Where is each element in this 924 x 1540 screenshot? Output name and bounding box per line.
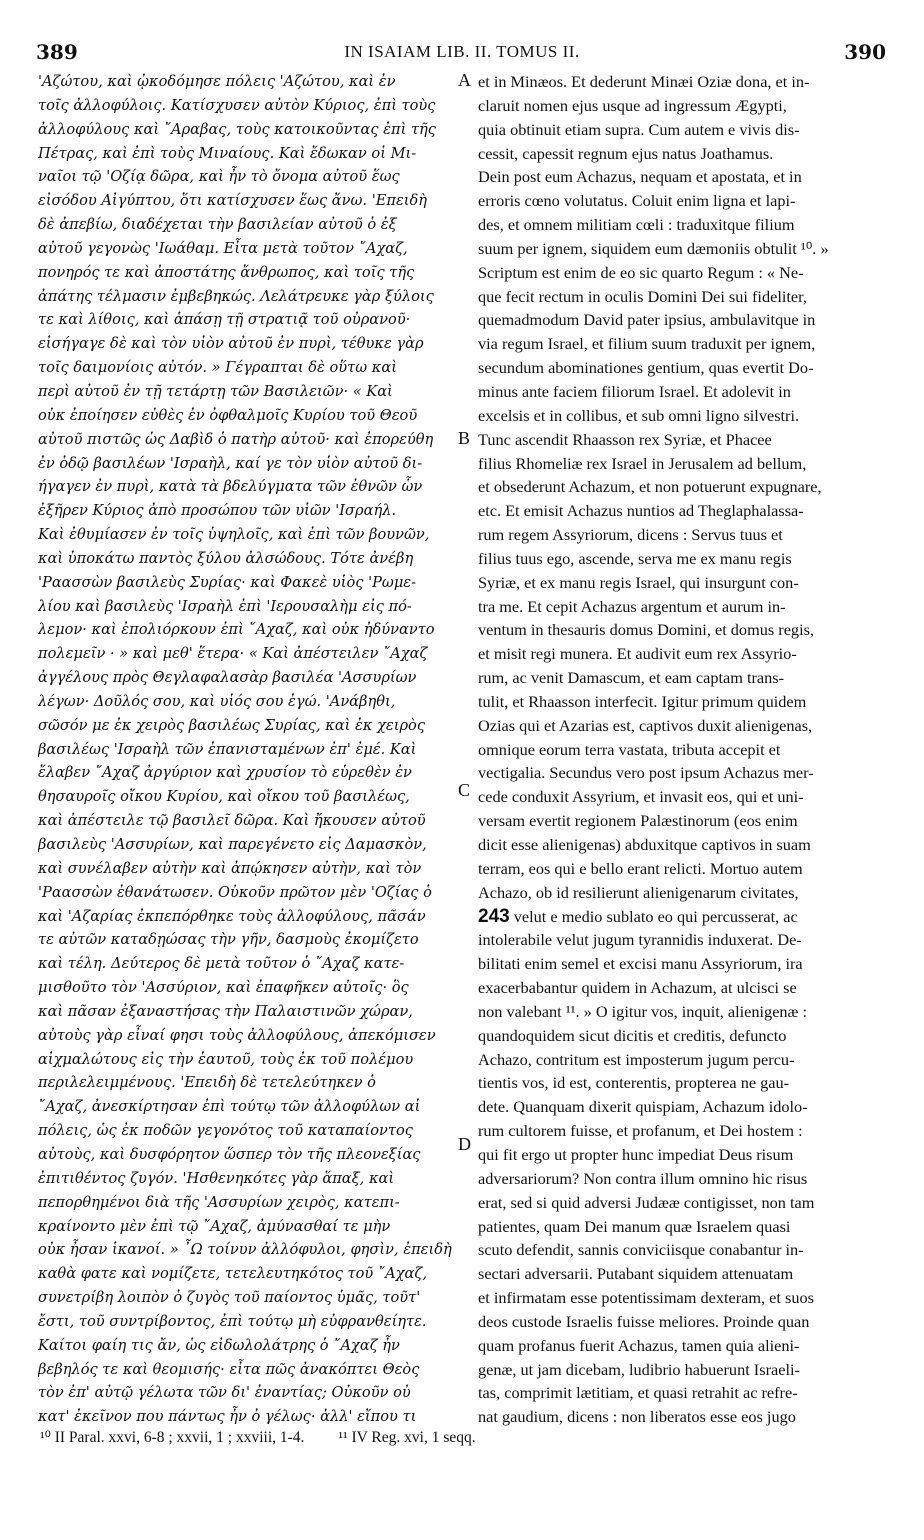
latin-line: quia obtinuit etiam supra. Cum autem e vivis dis-: [478, 119, 800, 139]
latin-line: deos custode Israelis fuisse meliores. Proinde quan: [478, 1311, 810, 1331]
latin-line: filius tuus ego, ascende, serva me ex manu regis: [478, 548, 792, 568]
latin-line: rum cultorem fuisse, et profanum, et Dei hostem :: [478, 1121, 803, 1141]
latin-line: tas, comprimit lætitiam, et quasi retrahit ac refre-: [478, 1383, 798, 1403]
latin-line: dicit esse alienigenas) abduxitque captivos in suam: [478, 835, 811, 854]
greek-line: λέγων· Δοῦλός σου, καὶ υἱός σου ἐγώ. 'Ανάβηθι,: [38, 692, 396, 710]
latin-line: rum, ac venit Damascum, et eam captam trans-: [478, 668, 785, 688]
greek-line: δὲ ἀπεβίω, διαδέχεται τὴν βασιλείαν αὐτοῦ ὁ ἐξ: [38, 216, 397, 234]
greek-line: τε αὐτῶν καταδῃώσας τὴν γῆν, δασμοὺς ἐκομίζετο: [38, 931, 419, 949]
greek-line: αὐτοὺς, καὶ δυσφόρητον ὥσπερ τὸν τῆς πλεονεξίας: [38, 1145, 421, 1163]
greek-line: τοῖς ἀλλοφύλοις. Κατίσχυσεν αὐτὸν Κύριος, ἐπὶ τοὺς: [38, 96, 436, 114]
latin-line: quemadmodum David pater ipsius, ambulavitque in: [478, 310, 816, 330]
greek-line: 'Ραασσὼν ἐθανάτωσεν. Οὐκοῦν πρῶτον μὲν 'Οζίας ὁ: [38, 883, 432, 901]
latin-line: et misit regi munera. Et audivit eum rex Assyrio-: [478, 644, 797, 664]
greek-line: καὶ ἀπέστειλε τῷ βασιλεῖ δῶρα. Καὶ ἤκουσεν αὐτοῦ: [38, 812, 426, 830]
latin-line: nat gaudium, dicens : non liberatos esse eos jugo: [478, 1407, 796, 1427]
latin-line: cede conduxit Assyrium, et invasit eos, qui et uni-: [478, 787, 804, 807]
latin-line: cessit, capessit regnum ejus natus Joathamus.: [478, 143, 774, 163]
greek-line: Καὶ ἐθυμίασεν ἐν τοῖς ὑψηλοῖς, καὶ ἐπὶ τῶν βουνῶν,: [38, 526, 430, 544]
greek-line: αὐτοὺς γὰρ εἶναί φησι τοὺς ἀλλοφύλους, ἀπεκόμισεν: [38, 1026, 436, 1044]
greek-line: περιλελειμμένους. 'Επειδὴ δὲ τετελεύτηκεν ὁ: [38, 1074, 376, 1092]
latin-line: claruit nomen ejus usque ad ingressum Ægypti,: [478, 95, 787, 115]
latin-line: genæ, ut jam dicebam, ludibrio habuerunt Israeli-: [478, 1359, 800, 1379]
page-number-left: 389: [36, 40, 78, 64]
greek-line: ἔστι, τοῦ συντρίβοντος, ἐπὶ τούτῳ μὴ εὐφρανθείητε.: [38, 1312, 427, 1330]
greek-line: καὶ πᾶσαν ἐξαναστήσας τὴν Παλαιστινῶν χώραν,: [38, 1002, 413, 1020]
latin-line: rum regem Assyriorum, dicens : Servus tuus et: [478, 525, 783, 545]
footnote-10: ¹⁰ II Paral. xxvi, 6-8 ; xxvii, 1 ; xxviii, 1-4.: [40, 1429, 305, 1446]
latin-line: Syriæ, et ex manu regis Israel, qui insurgunt con-: [478, 572, 799, 592]
latin-line: vectigalia. Secundus vero post ipsum Achazus mer-: [478, 763, 814, 783]
greek-line: σῶσόν με ἐκ χειρὸς βασιλέως Συρίας, καὶ ἐκ χειρὸς: [38, 716, 426, 734]
section-marker-d: D: [458, 1134, 471, 1154]
greek-line: αἰχμαλώτους εἰς τὴν ἑαυτοῦ, τοὺς ἐκ τοῦ πολέμου: [38, 1050, 414, 1068]
latin-line: secundum abominationes gentium, quas evertit Do-: [478, 358, 814, 378]
greek-line: πολεμεῖν · » καὶ μεθ' ἕτερα· « Καὶ ἀπέστειλεν ῎Αχαζ: [38, 645, 428, 663]
greek-line: αὐτοῦ γεγονὼς 'Ιωάθαμ. Εἶτα μετὰ τοῦτον ῎Αχαζ,: [38, 239, 408, 257]
greek-line: 'Ραασσὼν βασιλεὺς Συρίας· καὶ Φακεὲ υἱὸς 'Ρωμε-: [38, 573, 417, 591]
latin-line: filius Rhomeliæ rex Israel in Jerusalem ad bellum,: [478, 453, 807, 473]
greek-line: βασιλεὺς 'Ασσυρίων, καὶ παρεγένετο εἰς Δαμασκὸν,: [38, 836, 427, 853]
greek-line: καὶ ὑποκάτω παντὸς ξύλου ἀλσώδους. Τότε ἀνέβη: [38, 549, 414, 567]
greek-line: ἐξῆρεν Κύριος ἀπὸ προσώπου τῶν υἱῶν 'Ισραήλ.: [38, 502, 397, 520]
latin-line: Achazo, ob id resilierunt alienigenarum civitates,: [478, 882, 799, 902]
latin-line: versam evertit regionem Palæstinorum (eos enim: [478, 811, 798, 831]
greek-line: πόλεις, ὡς ἐκ ποδῶν γεγονότος τοῦ καταπαίοντος: [38, 1122, 413, 1140]
latin-line: exacerbabantur quidem in Achazum, at ulcisci se: [478, 978, 797, 998]
column-number: 243: [478, 905, 510, 927]
greek-text-column: [38, 70, 456, 1429]
greek-line: βασιλέως 'Ισραὴλ τῶν ἐπανισταμένων ἐπ' ἐμέ. Καὶ: [38, 740, 417, 758]
latin-line: erroris cœno volutatus. Coluit enim ligna et lapi-: [478, 191, 796, 211]
greek-line: καθὰ φατε καὶ νομίζετε, τετελευτηκότος τοῦ ῎Αχαζ,: [38, 1265, 427, 1283]
latin-line: erat, sed si quid adversi Judææ contigisset, non tam: [478, 1192, 815, 1212]
latin-line: que fecit rectum in oculis Domini Dei sui fideliter,: [478, 286, 807, 306]
greek-line: βεβηλός τε καὶ θεομισής· εἶτα πῶς ἀνακόπτει Θεὸς: [38, 1360, 420, 1378]
greek-line: ῎Αχαζ, ἀνεσκίρτησαν ἐπὶ τούτῳ τῶν ἀλλοφύλων αἱ: [38, 1098, 421, 1116]
greek-line: αὐτοῦ πιστῶς ὡς Δαβὶδ ὁ πατὴρ αὐτοῦ· καὶ ἐπορεύθη: [38, 430, 434, 448]
latin-line: quam profanus fuerit Achazus, tamen quia alieni-: [478, 1335, 800, 1355]
page-header: [0, 0, 924, 64]
greek-line: κραίνοντο μὲν ἐπὶ τῷ ῎Αχαζ, ἀμύνασθαί τε μὴν: [38, 1217, 391, 1235]
latin-line: via regum Israel, et filium suum traduxit per ignem,: [478, 334, 816, 354]
latin-line: qui fit ergo ut propter hunc impediat Deus risum: [478, 1144, 794, 1164]
latin-line: terram, eos qui e bello erant relicti. Mortuo autem: [478, 858, 803, 878]
greek-line: πονηρός τε καὶ ἀποστάτης ἄνθρωπος, καὶ τοῖς τῆς: [38, 263, 415, 281]
greek-line: καὶ 'Αζαρίας ἐκπεπόρθηκε τοὺς ἀλλοφύλους, πᾶσάν: [38, 907, 426, 925]
latin-line: tra me. Et cepit Achazus argentum et aurum in-: [478, 596, 786, 616]
footnotes: [40, 1428, 890, 1447]
latin-line: bilitati enim semel et excisi manu Assyriorum, ira: [478, 954, 803, 974]
greek-line: κατ' ἐκεῖνον που πάντως ἦν ὁ γέλως· ἀλλ' εἴπου τι: [38, 1408, 417, 1426]
line-text: velut e medio sublato eo qui percusserat, ac: [513, 906, 798, 926]
latin-line: sectari adversarii. Putabant siquidem attenuatam: [478, 1264, 794, 1284]
greek-line: θησαυροῖς οἴκου Κυρίου, καὶ οἴκου τοῦ βασιλέως,: [38, 788, 410, 806]
greek-line: ἀγγέλους πρὸς Θεγλαφαλασὰρ βασιλέα 'Ασσυρίων: [38, 669, 417, 687]
greek-line: ἔλαβεν ῎Αχαζ ἀργύριον καὶ χρυσίον τὸ εὑρεθὲν ἐν: [38, 764, 412, 782]
greek-line: καὶ τέλη. Δεύτερος δὲ μετὰ τοῦτον ὁ ῎Αχαζ κατε-: [38, 955, 405, 973]
greek-line: πεπορθημένοι διὰ τῆς 'Ασσυρίων χειρὸς, κατεπι-: [38, 1193, 400, 1211]
greek-line: λεμον· καὶ ἐπολιόρκουν ἐπὶ ῎Αχαζ, καὶ οὐκ ἠδύναντο: [38, 621, 435, 639]
latin-text-column: [478, 70, 890, 1429]
latin-line: tientis vos, id est, conterentis, propterea ne gau-: [478, 1073, 790, 1093]
footnote-11: ¹¹ IV Reg. xvi, 1 seqq.: [338, 1429, 476, 1446]
section-marker-c: C: [458, 780, 471, 800]
latin-line: patientes, quam Dei manum quæ Israelem quasi: [478, 1216, 791, 1236]
greek-line: ἀλλοφύλους καὶ ῎Αραβας, τοὺς κατοικοῦντας ἐπὶ τῆς: [38, 120, 436, 138]
latin-line: ventum in thesauris domus Domini, et domus regis,: [478, 620, 814, 640]
latin-line: Achazo, contritum est imposterum jugum percu-: [478, 1049, 795, 1069]
latin-line: et infirmatam esse potentissimam dexteram, et suos: [478, 1288, 814, 1308]
greek-line: περὶ αὐτοῦ ἐν τῇ τετάρτῃ τῶν Βασιλειῶν· « Καὶ: [38, 382, 393, 400]
greek-line: μισθοῦτο τὸν 'Ασσύριον, καὶ ἐπαφῆκεν αὐτοῖς· ὃς: [38, 979, 409, 997]
latin-line: Scriptum est enim de eo sic quarto Regum : « Ne-: [478, 262, 804, 282]
section-marker-a: A: [458, 70, 471, 90]
greek-line: 'Αζώτου, καὶ ᾠκοδόμησε πόλεις 'Αζώτου, καὶ ἐν: [38, 73, 396, 90]
latin-line: non valebant ¹¹. » O igitur vos, inquit, alienigenæ :: [478, 1001, 808, 1021]
latin-line: etc. Et emisit Achazus nuntios ad Theglaphalassa-: [478, 501, 804, 521]
greek-line: εἰσήγαγε δὲ καὶ τὸν υἱὸν αὐτοῦ ἐν πυρὶ, τέθυκε γὰρ: [38, 335, 424, 353]
greek-line: λίου καὶ βασιλεὺς 'Ισραὴλ ἐπὶ 'Ιερουσαλὴμ εἰς πό-: [38, 597, 412, 615]
greek-line: ναῖοι τῷ 'Οζίᾳ δῶρα, καὶ ἦν τὸ ὄνομα αὐτοῦ ἕως: [38, 168, 400, 186]
greek-line: οὐκ ἦσαν ἱκανοί. » ῏Ω τοίνυν ἀλλόφυλοι, φησὶν, ἐπειδὴ: [38, 1241, 452, 1259]
greek-line: τοῖς δαιμονίοις αὐτόν. » Γέγραπται δὲ οὕτω καὶ: [38, 359, 397, 377]
latin-line: excelsis et in collibus, et sub omni ligno silvestri.: [478, 405, 800, 425]
greek-line: καὶ συνέλαβεν αὐτὴν καὶ ἀπῴκησεν αὐτὴν, καὶ τὸν: [38, 859, 422, 877]
latin-line: et in Minæos. Et dederunt Minæi Oziæ dona, et in-: [478, 72, 810, 91]
latin-line: intolerabile velut jugum tyrannidis induxerat. De-: [478, 930, 802, 950]
greek-line: Καίτοι φαίη τις ἄν, ὡς εἰδωλολάτρης ὁ ῎Αχαζ ἦν: [38, 1336, 400, 1354]
greek-line: ήγαγεν ἐν πυρὶ, κατὰ τὰ βδελύγματα τῶν ἐθνῶν ὧν: [38, 478, 423, 496]
latin-line: scuto defendit, sannis conviciisque conabantur in-: [478, 1240, 804, 1260]
greek-line: Πέτρας, καὶ ἐπὶ τοὺς Μιναίους. Καὶ ἔδωκαν οἱ Μι-: [38, 144, 417, 162]
latin-line: des, et omnem militiam cœli : traduxitque filium: [478, 215, 795, 235]
latin-line: minus ante faciem filiorum Israel. Et adolevit in: [478, 381, 791, 401]
greek-line: τε καὶ λίθοις, καὶ ἁπάσῃ τῇ στρατιᾷ τοῦ οὐρανοῦ·: [38, 311, 411, 329]
greek-line: συνετρίβη λοιπὸν ὁ ζυγὸς τοῦ παίοντος ὑμᾶς, τοῦτ': [38, 1289, 421, 1307]
latin-line: Ozias qui et Azarias est, captivos duxit alienigenas,: [478, 715, 813, 735]
latin-line: suum per ignem, siquidem eum dæmoniis obtulit ¹⁰. »: [478, 238, 829, 258]
latin-line: dete. Quanquam dixerit quispiam, Achazum idolo-: [478, 1097, 808, 1117]
latin-line: et obsederunt Achazum, et non potuerunt expugnare,: [478, 477, 822, 497]
greek-line: εἰσόδου Αἰγύπτου, ὅτι κατίσχυσεν ἕως ἄνω. 'Επειδὴ: [38, 192, 428, 210]
greek-line: ἀπάτης τέλμασιν ἐμβεβηκώς. Λελάτρευκε γὰρ ξύλοις: [38, 287, 434, 305]
running-title: IN ISAIAM LIB. II. TOMUS II.: [344, 42, 580, 61]
latin-line: tulit, et Rhaasson interfecit. Igitur primum quidem: [478, 691, 807, 711]
greek-line: τὸν ἐπ' αὐτῷ γέλωτα τῶν δι' ἐναντίας; Οὐκοῦν οὐ: [38, 1384, 411, 1402]
latin-line: quandoquidem sicut dicitis et creditis, defuncto: [478, 1025, 787, 1045]
latin-line: adversariorum? Non contra illum omnino hic risus: [478, 1168, 808, 1188]
latin-line: omnique eorum terra vastata, tributa accepit et: [478, 739, 781, 759]
greek-line: οὐκ ἐποίησεν εὐθὲς ἐν ὀφθαλμοῖς Κυρίου τοῦ Θεοῦ: [38, 406, 418, 424]
latin-line: Dein post eum Achazus, nequam et apostata, et in: [478, 167, 802, 187]
section-marker-b: B: [458, 428, 471, 448]
latin-line: Tunc ascendit Rhaasson rex Syriæ, et Phacee: [478, 429, 772, 449]
latin-line: [478, 905, 890, 929]
greek-line: ἐπιτιθέντος ζυγόν. 'Ησθενηκότες γὰρ ἅπαξ, καὶ: [38, 1169, 395, 1187]
page-number-right: 390: [844, 40, 886, 64]
greek-line: ἐν ὁδῷ βασιλέων 'Ισραὴλ, καί γε τὸν υἱὸν αὐτοῦ δι-: [38, 454, 423, 472]
